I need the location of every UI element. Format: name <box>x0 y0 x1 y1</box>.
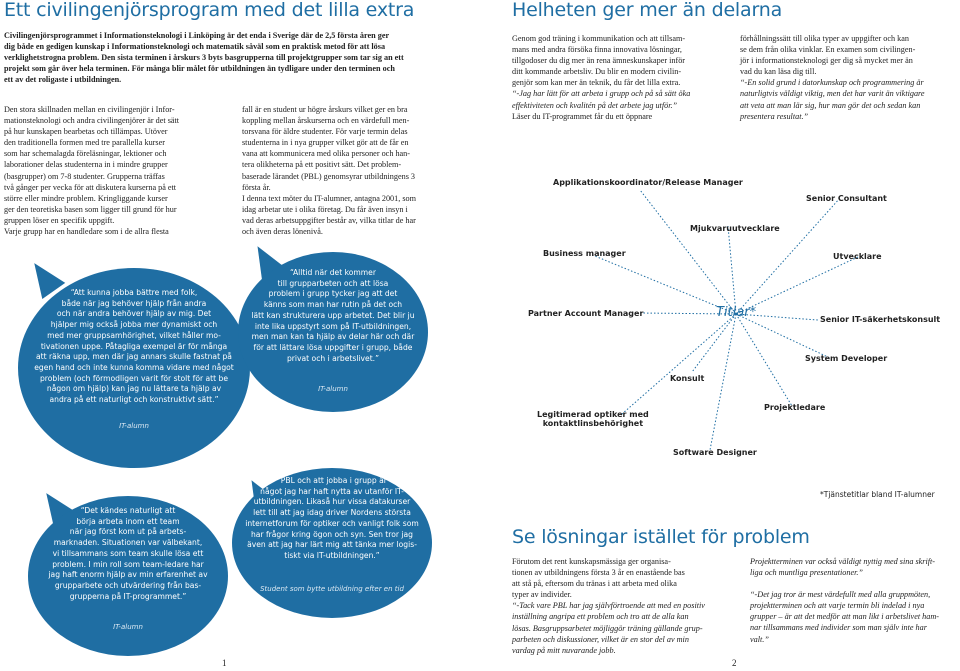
right-column-1 <box>512 33 724 122</box>
quote-line: med mer gruppsamhörighet, vilket håller mo- <box>47 330 221 340</box>
bubble-quote <box>238 268 428 364</box>
quote-bubble-2 <box>238 252 428 412</box>
role-label: Software Designer <box>673 448 757 457</box>
quote-line: något jag har haft nytta av utanför IT- <box>260 486 404 496</box>
text-line: I denna text möter du IT-alumner, antagna 2001, som <box>242 193 416 203</box>
quote-line: grupper – är att det medför att man likt i arbetslivet ham- <box>750 612 939 622</box>
text-line: studenterna in i nya grupper vilket gör att de får en <box>242 138 409 148</box>
role-label: Konsult <box>670 374 705 383</box>
role-label: Business manager <box>543 249 626 258</box>
text-line: som har schemalagda föreläsningar, lektioner och <box>4 149 167 159</box>
quote-line: har frågor kring ögon och syn. Sen tror jag <box>250 529 414 539</box>
titles-center-label: Titlar* <box>716 305 757 320</box>
quote-line: att räkna upp, men där jag annars skulle fastnat på <box>36 352 232 362</box>
quote-line: grupperna på IT-programmet.” <box>69 591 187 601</box>
role-label: Senior IT-säkerhetskonsult <box>820 315 941 324</box>
text-line: större eller mindre problem. Kringliggande kurser <box>4 193 168 203</box>
text-line: två gånger per vecka för att diskutera kurserna på ett <box>4 182 177 192</box>
quote-line: men man kan ta hjälp av delar här och där <box>251 332 415 342</box>
quote-line: internetforum för optiker och vanligt folk som <box>245 518 419 528</box>
quote-line: lösas. Basgruppsarbetet möjliggör träning gällande grup- <box>512 623 703 633</box>
role-label: Projektledare <box>764 403 826 412</box>
quote-line: inställning angripa ett problem och tro att de alla kan <box>512 612 689 622</box>
text-line: tillgodoser du dig mer än rena ämneskunskaper inför <box>512 56 686 66</box>
text-line: Läser du IT-programmet får du ett öppnare <box>512 111 653 121</box>
quote-line: andra på ett naturligt och konstruktivt sätt.” <box>49 395 219 405</box>
bubble-source: Student som bytte utbildning efter en tid <box>260 585 404 593</box>
role-label: Senior Consultant <box>806 194 887 203</box>
page-number-left: 1 <box>222 658 227 668</box>
quote-line: Projektterminen var också väldigt nyttig med sina skrift- <box>750 557 936 566</box>
bubble-quote <box>232 476 432 562</box>
intro-line: dig både en gedigen kunskap i Informationsteknologi och matematik såväl som en praktisk metod för att lösa <box>4 42 386 51</box>
quote-line: hjälper mig också jobba mer dynamiskt och <box>50 320 218 330</box>
quote-line: “-En solid grund i datorkunskap och programmering är <box>740 78 924 88</box>
quote-bubble-4 <box>232 468 432 618</box>
text-line: se dem från olika vinklar. En examen som civilingen- <box>740 45 916 55</box>
left-title: Ett civilingenjörsprogram med det lilla extra <box>4 0 415 21</box>
text-line: Den stora skillnaden mellan en civilingenjör i Infor- <box>4 105 175 114</box>
quote-line: och när andra behöver hjälp av mig. Det <box>56 309 212 319</box>
quote-line: även att jag har lärt mig att tänka mer logis- <box>247 540 417 550</box>
quote-line: projektterminen och att varje termin bli indelad i nya <box>750 601 925 611</box>
right-title-2: Se lösningar istället för problem <box>512 526 810 548</box>
text-line: laborationer delas studenterna in i mindre grupper <box>4 160 168 170</box>
role-label: Mjukvaruutvecklare <box>690 224 780 233</box>
text-line: jör i informationsteknologi ger dig så mycket mer än <box>740 56 913 66</box>
text-line: typer av individer. <box>512 590 572 600</box>
text-line: förhållningssätt till olika typer av uppgifter och kan <box>740 34 909 43</box>
quote-line: när jag först kom ut på arbets- <box>69 527 187 537</box>
right-title: Helheten ger mer än delarna <box>512 0 783 21</box>
text-line: att stå på, eftersom du tränas i att arbeta med olika <box>512 579 677 589</box>
quote-line: problem. I min roll som team-ledare har <box>52 559 204 569</box>
quote-line: problem (och förmodligen varit för stolt för att be <box>39 373 229 383</box>
quote-spacer <box>750 578 960 589</box>
text-line: fall är en student ur högre årskurs vilket ger en bra <box>242 105 408 114</box>
quote-bubble-3 <box>28 496 228 656</box>
text-line: baserade lärandet (PBL) genomsyrar utbildningens 3 <box>242 171 416 181</box>
text-line: och även deras lönenivå. <box>242 227 323 237</box>
quote-line: tivationen uppe. Påtagliga exempel är för många <box>40 341 228 351</box>
quote-line: lätt kan strukturera upp arbetet. Det blir ju <box>251 310 415 320</box>
left-column-1 <box>4 104 229 237</box>
quote-line: inte lika uppstyrt som på IT-utbildningen, <box>254 321 412 331</box>
quote-line: känns som man har rutin på det och <box>263 300 403 310</box>
quote-line: egen hand och inte kunna komma vidare med något <box>34 362 234 372</box>
quote-line: naturligtvis väldigt viktig, men det har varit än viktigare <box>740 89 925 99</box>
text-line: den traditionella formen med tre parallella kurser <box>4 138 165 148</box>
text-line: gruppen löser en specifik uppgift. <box>4 215 115 225</box>
text-line: genjör som kan mer än teknik, du får det lilla extra. <box>512 78 681 88</box>
text-line: tionen av utbildningens första 3 år en enastående bas <box>512 568 685 578</box>
bubble-quote <box>18 288 250 406</box>
role-label: System Developer <box>805 354 888 363</box>
quote-line: till grupparbeten och att lösa <box>277 278 389 288</box>
role-label-line: Legitimerad optiker med <box>537 410 649 419</box>
quote-line: “PBL och att jobba i grupp är <box>277 476 387 485</box>
page-number-right: 2 <box>732 658 737 668</box>
quote-line: marknaden. Situationen var välbekant, <box>53 538 203 548</box>
role-label: Applikationskoordinator/Release Manager <box>553 178 743 187</box>
text-line: (basgrupper) om 7-8 studenter. Grupperna träffas <box>4 171 165 181</box>
text-line: mans med andra försöka finna innovativa lösningar, <box>512 45 682 55</box>
quote-line: presentera resultat.” <box>740 111 809 121</box>
quote-line: “-Tack vare PBL har jag självförtroende att med en positiv <box>512 601 705 611</box>
role-label <box>537 410 649 428</box>
intro-line: verklighetstrogna problem. Den sista terminen i årskurs 3 byts basgrupperna till projektgrupper som tar sig an ett <box>4 53 404 62</box>
bubble-source: IT-alumn <box>318 385 348 393</box>
text-line: mationsteknologi och andra civilingenjörer är det sätt <box>4 116 180 126</box>
bubble-source: IT-alumn <box>113 623 143 631</box>
quote-line: att veta att man lär sig, hur man gör det och sedan kan <box>740 100 921 110</box>
quote-line: nar tillsammans med individer som man själv inte har <box>750 623 927 633</box>
bubble-quote <box>28 506 228 602</box>
quote-line: vardag på mitt nuvarande jobb. <box>512 645 616 655</box>
quote-line: för att lättare lösa uppgifter i grupp, både <box>253 342 413 352</box>
quote-bubble-1 <box>18 268 250 468</box>
quote-line: privat och i arbetslivet.” <box>286 353 380 363</box>
text-line: ger den teoretiska basen som ligger till grund för hur <box>4 204 177 214</box>
quote-line: utbildningen. Likaså hur vissa datakurser <box>253 497 411 507</box>
quote-line: problem i grupp tycker jag att det <box>268 289 398 299</box>
quote-line: “-Jag har lätt för att arbeta i grupp och på så sätt öka <box>512 89 691 99</box>
quote-line: liga och muntliga presentationer.” <box>750 568 863 578</box>
solutions-column-1 <box>512 556 740 656</box>
bubble-source: IT-alumn <box>119 422 149 430</box>
role-label-line: kontaktlinsbehörighet <box>542 419 644 428</box>
quote-line: “Alltid när det kommer <box>290 268 376 277</box>
solutions-column-2 <box>750 556 960 645</box>
right-column-2 <box>740 33 958 122</box>
text-line: första år. <box>242 182 271 192</box>
quote-line: jag haft enorm hjälp av min erfarenhet av <box>48 570 208 580</box>
quote-line: både när jag behöver hjälp från andra <box>61 298 207 308</box>
intro-line: projekt som går över hela terminen. För många blir målet för utbildningen än tydligare under den terminen och <box>4 64 395 73</box>
quote-line: någon om hjälp) kan jag nu lättare ta hjälp av <box>46 384 222 394</box>
text-line: vad du kan läsa dig till. <box>740 67 817 77</box>
footnote: *Tjänstetitlar bland IT-alumner <box>820 490 935 499</box>
role-label: Partner Account Manager <box>528 309 644 318</box>
text-line: ditt kommande arbetsliv. Du blir en modern civilin- <box>512 67 682 77</box>
text-line: Förutom det rent kunskapsmässiga ger organisa- <box>512 557 671 566</box>
quote-line: vi tillsammans som team skulle lösa ett <box>52 548 204 558</box>
quote-line: grupparbete och utvärdering från bas- <box>54 580 202 590</box>
text-line: vad deras arbetsuppgifter består av, vilka titlar de har <box>242 215 416 225</box>
quote-line: börja arbeta inom ett team <box>76 516 180 526</box>
role-label: Utvecklare <box>833 252 882 261</box>
quote-line: tiskt via IT-utbildningen.” <box>284 550 380 560</box>
text-line: på hur kunskapen bearbetas och tillämpas. Utöver <box>4 127 168 137</box>
text-line: torsvana för äldre studenter. För varje termin delas <box>242 127 408 137</box>
quote-line: valt.” <box>750 634 769 644</box>
text-line: Genom god träning i kommunikation och att tillsam- <box>512 34 686 43</box>
quote-line: effektiviteten och kvalitén på det arbete jag utför.” <box>512 100 678 110</box>
left-intro <box>4 30 474 85</box>
quote-line: lett till att jag idag driver Nordens största <box>253 508 411 518</box>
left-column-2 <box>242 104 474 237</box>
quote-line: “Det kändes naturligt att <box>80 506 176 515</box>
quote-line: “Att kunna jobba bättre med folk, <box>70 288 198 297</box>
text-line: vana att kommunicera med olika personer och han- <box>242 149 411 159</box>
text-line: Varje grupp har en handledare som i de allra flesta <box>4 227 169 237</box>
text-line: tera olikheterna på ett positivt sätt. Det problem- <box>242 160 402 170</box>
quote-line: parbeten och diskussioner, vilket är en stor del av min <box>512 634 689 644</box>
intro-line: Civilingenjörsprogrammet i Informationsteknologi i Linköping är det enda i Sverige där de 2,5 första åren ger <box>4 31 390 40</box>
text-line: idag arbetar ute i olika företag. Du får även insyn i <box>242 204 408 214</box>
quote-line: “-Det jag tror är mest värdefullt med alla gruppmöten, <box>750 590 931 600</box>
intro-line: ett av det roligaste i utbildningen. <box>4 75 122 84</box>
text-line: koppling mellan årskurserna och en värdefull men- <box>242 116 410 126</box>
